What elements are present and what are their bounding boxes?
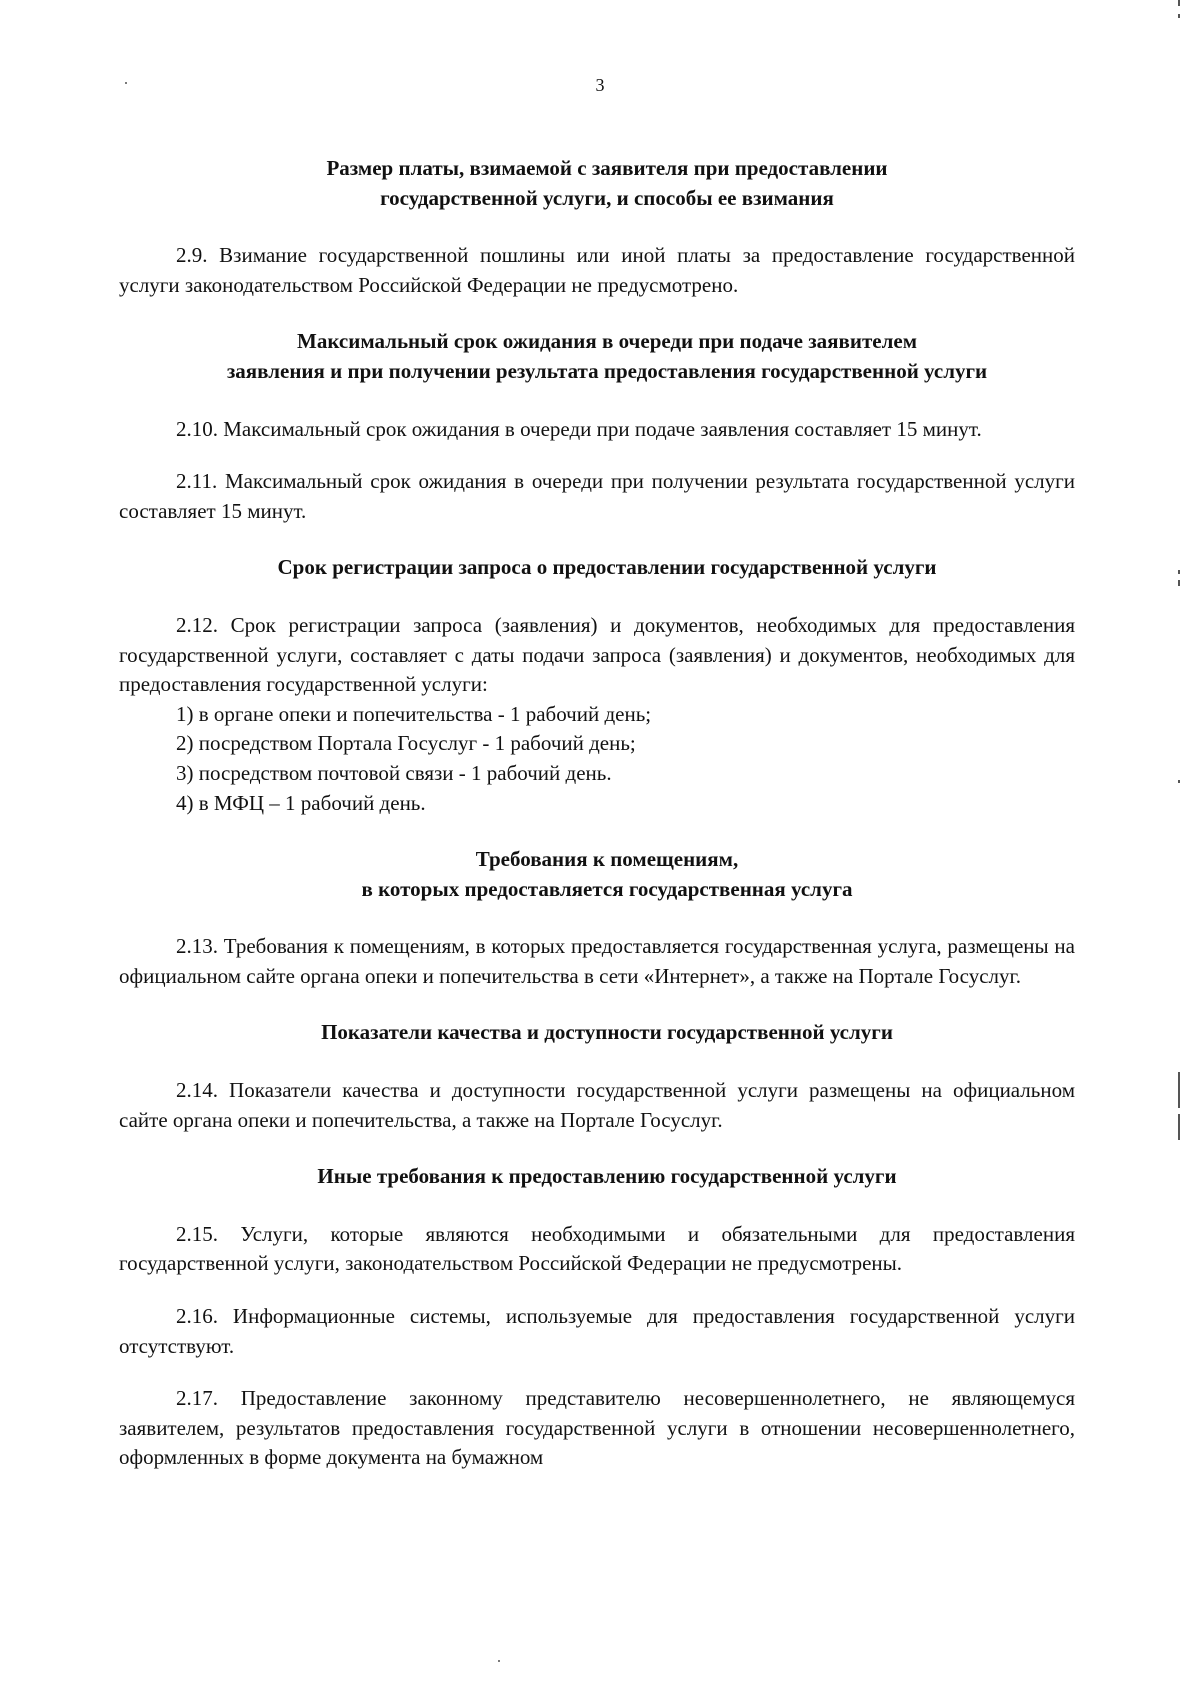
section-heading-line: заявления и при получении результата предоставления государственной услуги bbox=[226, 358, 988, 383]
document-body bbox=[119, 154, 1075, 1473]
paragraph-2-11: 2.11. Максимальный срок ожидания в очереди при получении результата государственной услуги составляет 15 минут. bbox=[119, 469, 1075, 523]
section-quality bbox=[119, 1018, 1075, 1135]
scan-edge-mark bbox=[1178, 14, 1180, 18]
list-item: 1) в органе опеки и попечительства - 1 рабочий день; bbox=[176, 701, 652, 726]
list-item: 2) посредством Портала Госуслуг - 1 рабочий день; bbox=[176, 731, 636, 756]
paragraph-2-10: 2.10. Максимальный срок ожидания в очереди при подаче заявления составляет 15 минут. bbox=[176, 416, 982, 441]
section-heading-line: Требования к помещениям, bbox=[475, 847, 739, 872]
section-heading-line: Показатели качества и доступности государственной услуги bbox=[321, 1020, 893, 1045]
section-registration bbox=[119, 553, 1075, 818]
scan-edge-mark bbox=[1178, 780, 1180, 783]
paragraph-2-12: 2.12. Срок регистрации запроса (заявления) и документов, необходимых для предоставления государственной услуги, составляет с даты подачи запроса (заявления) и документов, необходимых для предоставления государственной услуги: bbox=[119, 612, 1075, 697]
scan-edge-mark bbox=[1178, 1072, 1180, 1108]
list-item: 4) в МФЦ – 1 рабочий день. bbox=[176, 790, 426, 815]
section-payment bbox=[119, 154, 1075, 300]
section-heading-line: в которых предоставляется государственная услуга bbox=[361, 876, 853, 901]
section-heading-line: государственной услуги, и способы ее взимания bbox=[380, 185, 834, 210]
section-queue-time bbox=[119, 327, 1075, 526]
list-item: 3) посредством почтовой связи - 1 рабочий день. bbox=[176, 760, 612, 785]
paragraph-2-17: 2.17. Предоставление законному представителю несовершеннолетнего, не являющемуся заявителем, результатов предоставления государственной услуги в отношении несовершеннолетнего, оформленных в форме документа на бумажном bbox=[119, 1386, 1075, 1470]
scan-edge-mark bbox=[1178, 580, 1180, 586]
scan-edge-mark bbox=[1178, 1114, 1180, 1140]
paragraph-2-15: 2.15. Услуги, которые являются необходимыми и обязательными для предоставления государственной услуги, законодательством Российской Федерации не предусмотрены. bbox=[119, 1221, 1075, 1276]
paragraph-2-9: 2.9. Взимание государственной пошлины или иной платы за предоставление государственной услуги законодательством Российской Федерации не предусмотрено. bbox=[119, 243, 1075, 297]
paragraph-2-16: 2.16. Информационные системы, используемые для предоставления государственной услуги отсутствуют. bbox=[119, 1304, 1075, 1358]
section-other-requirements bbox=[119, 1162, 1075, 1473]
paragraph-2-14: 2.14. Показатели качества и доступности государственной услуги размещены на официальном сайте органа опеки и попечительства, а также на Портале Госуслуг. bbox=[119, 1078, 1075, 1132]
paragraph-2-13: 2.13. Требования к помещениям, в которых предоставляется государственная услуга, размещены на официальном сайте органа опеки и попечительства в сети «Интернет», а также на Портале Госуслуг. bbox=[119, 934, 1075, 988]
page-number: 3 bbox=[595, 75, 605, 95]
section-heading-line: Максимальный срок ожидания в очереди при подаче заявителем bbox=[297, 329, 917, 354]
scan-edge-mark bbox=[1178, 0, 1180, 6]
section-heading-line: Размер платы, взимаемой с заявителя при предоставлении bbox=[326, 156, 888, 180]
section-heading-line: Иные требования к предоставлению государственной услуги bbox=[317, 1164, 897, 1189]
scan-edge-mark bbox=[1178, 570, 1180, 574]
section-heading-line: Срок регистрации запроса о предоставлении государственной услуги bbox=[277, 555, 937, 580]
scan-speck bbox=[498, 1660, 500, 1662]
section-premises bbox=[119, 845, 1075, 991]
